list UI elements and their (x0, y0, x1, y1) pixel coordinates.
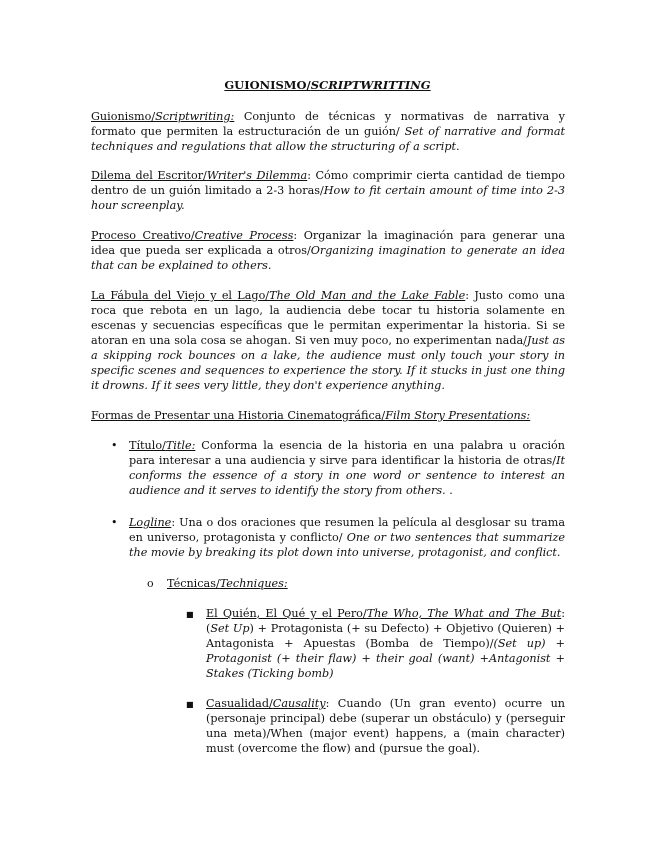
title-main: GUIONISMO/ (224, 78, 311, 92)
term-titulo: Título/Title: (129, 439, 196, 452)
square-marker: ■ (186, 700, 194, 709)
term-proceso: Proceso Creativo/Creative Process (91, 229, 294, 242)
bullet-logline: • Logline: Una o dos oraciones que resumen la película al desglosar su trama en universo, protagonista y conflicto/ One or two sentences that summarize the movie by breaking its plot down into universe, protagonist, and conflict. (111, 516, 566, 559)
definition-en: Organizing imagination to generate an idea that can be explained to others. (91, 244, 565, 272)
technique-causality: ■ Casualidad/Causality: Cuando (Un gran evento) ocurre un (personaje principal) debe (superar un obstáculo) y (perseguir una meta)/When (major event) happens, a (main character) must (overcome the flow) and (pursue the goal). (186, 697, 565, 755)
term-fabula: La Fábula del Viejo y el Lago/The Old Man and the Lake Fable (91, 289, 466, 302)
term-quien: El Quién, El Qué y el Pero/The Who, The What and The But (206, 607, 562, 620)
bullet-marker: • (111, 516, 118, 529)
definition-en: How to fit certain amount of time into 2-3 hour screenplay. (91, 184, 565, 212)
term-casualidad: Casualidad/Causality (206, 697, 326, 710)
definition-es: : Justo como una roca que rebota en un lago, la audiencia debe tocar tu historia solamente en escenas y secuencias específicas que le permitan experimentar la historia. Si se atoran en una sola cosa se ahogan. Si ven muy poco, no experimentan nada/ (91, 289, 566, 347)
sub-bullet-techniques (147, 576, 565, 591)
paragraph-fable (91, 288, 565, 393)
definition-es: : Cómo comprimir cierta cantidad de tiempo dentro de un guión limitado a 2-3 horas/ (91, 169, 565, 197)
bullet-marker: • (111, 439, 118, 452)
technique-who-what-but: ■ El Quién, El Qué y el Pero/The Who, The What and The But: (Set Up) + Protagonista (+ su Defecto) + Objetivo (Quieren) + Antagonista + Apuestas (Bomba de Tiempo)/(Set up) + Protagonist (+ their flaw) + their goal (want) +Antagonist + Stakes (Ticking bomb) (186, 607, 565, 680)
paragraph-creative-process (91, 228, 565, 273)
title-italic: SCRIPTWRITTING (310, 78, 431, 92)
page-title (0, 78, 655, 92)
section-heading-presentations: Formas de Presentar una Historia Cinematográfica/Film Story Presentations: (91, 409, 531, 422)
term-logline: Logline (129, 516, 172, 529)
paragraph-scriptwriting (91, 109, 565, 154)
bullet-title: • Título/Title: Conforma la esencia de la historia en una palabra u oración para interesar a una audiencia y sirve para identificar la historia de otras/It conforms the essence of a story in one word or sentence to interest an audience and it serves to identify the story from others. . (111, 439, 565, 497)
definition-en: Set of narrative and format techniques and regulations that allow the structuring of a script. (91, 125, 565, 153)
square-marker: ■ (186, 610, 194, 619)
definition-es: Conjunto de técnicas y normativas de narrativa y formato que permiten la estructuración de un guión/ (91, 110, 565, 138)
term-dilema: Dilema del Escritor/Writer's Dilemma (91, 169, 308, 182)
term-tecnicas: Técnicas/Techniques: (167, 577, 288, 590)
circle-marker: o (147, 577, 154, 590)
paragraph-writers-dilemma (91, 168, 565, 213)
definition-en: Just as a skipping rock bounces on a lake, the audience must only touch your story in specific scenes and sequences to experience the story. If it stucks in just one thing it drowns. If it sees very little, they don't experience anything. (91, 334, 565, 392)
term-guionismo: Guionismo/Scriptwriting: (91, 110, 235, 123)
definition-es: : Organizar la imaginación para generar una idea que pueda ser explicada a otros/ (91, 229, 566, 257)
